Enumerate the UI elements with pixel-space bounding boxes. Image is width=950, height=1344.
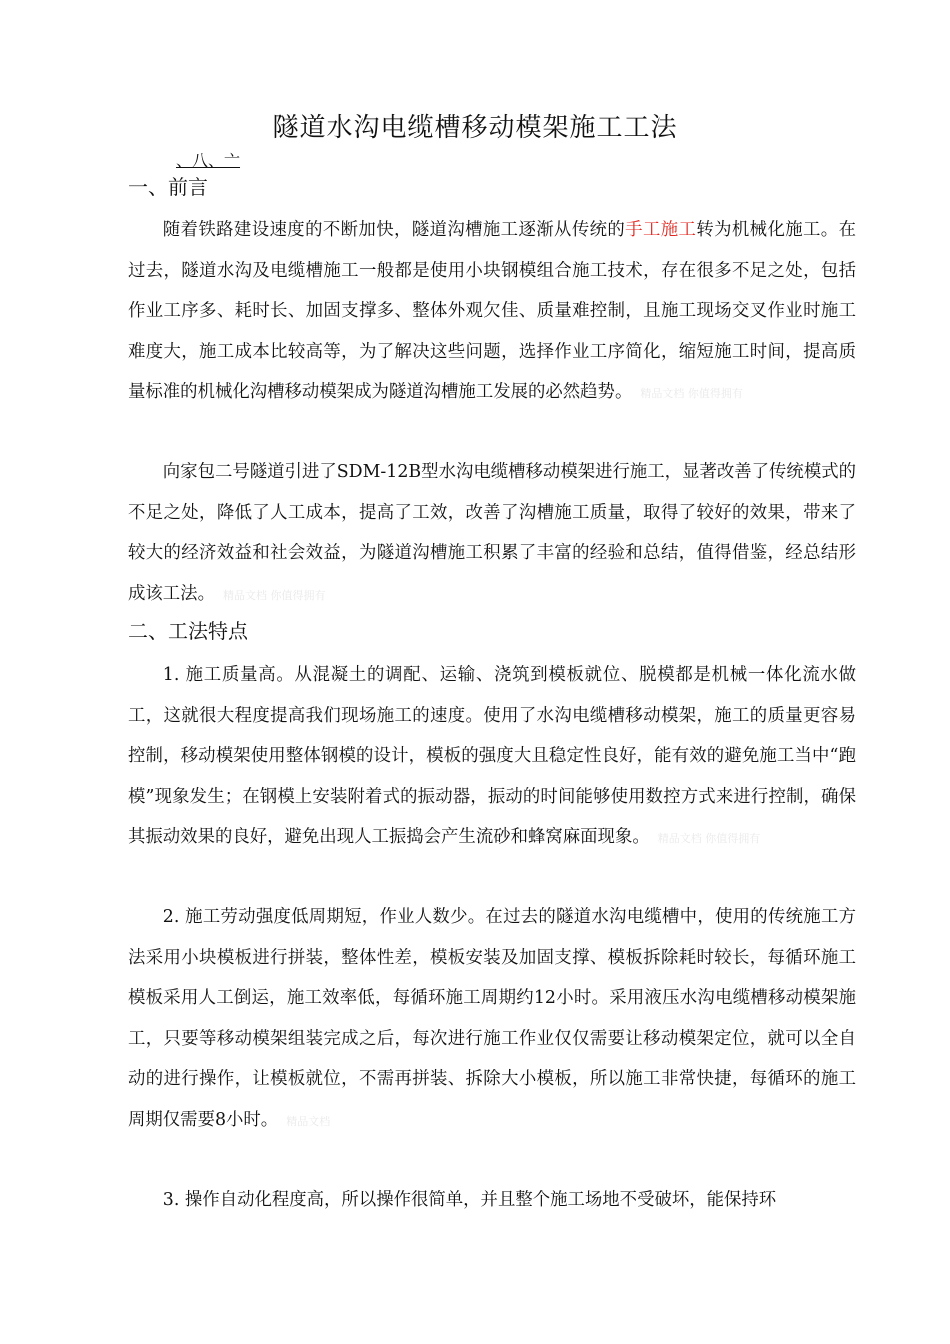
scan-artifact-text: 、八、亠: [176, 151, 241, 170]
paragraph-text: 向家包二号隧道引进了SDM-12B型水沟电缆槽移动模架进行施工，显著改善了传统模式的不足之处，降低了人工成本，提高了工效，改善了沟槽施工质量，取得了较好的效果，带来了较大的经济效益和社会效益，为隧道沟槽施工积累了丰富的经验和总结，值得借鉴，经总结形成该工法。: [128, 462, 856, 604]
highlighted-term: 手工施工: [625, 220, 697, 240]
watermark-text: 精品文档 你值得拥有: [640, 387, 743, 400]
paragraph-feature-3: [128, 1180, 856, 1221]
watermark-text: 精品文档: [286, 1114, 331, 1128]
watermark-text: 精品文档 你值得拥有: [222, 588, 326, 602]
paragraph-text: 转为机械化施工。在过去，隧道水沟及电缆槽施工一般都是使用小块钢模组合施工技术，存在很多不足之处，包括作业工序多、耗时长、加固支撑多、整体外观欠佳、质量难控制，且施工现场交叉作业时施工难度大，施工成本比较高等，为了解决这些问题，选择作业工序简化，缩短施工时间，提高质量标准的机械化沟槽移动模架成为隧道沟槽施工发展的必然趋势。: [128, 220, 856, 402]
section-heading-features: 二、工法特点: [128, 619, 248, 643]
paragraph-preface-1: [128, 210, 856, 415]
paragraph-text: 随着铁路建设速度的不断加快，隧道沟槽施工逐渐从传统的: [162, 220, 626, 240]
document-title: 隧道水沟电缆槽移动模架施工工法: [272, 113, 678, 143]
watermark-text: 精品文档 你值得拥有: [657, 832, 761, 845]
paragraph-text: 1. 施工质量高。从混凝土的调配、运输、浇筑到模板就位、脱模都是机械一体化流水做工，这就很大程度提高我们现场施工的速度。使用了水沟电缆槽移动模架，施工的质量更容易控制，移动模架使用整体钢模的设计，模板的强度大且稳定性良好，能有效的避免施工当中“跑模”现象发生；在钢模上安装附着式的振动器，振动的时间能够使用数控方式来进行控制，确保其振动效果的良好，避免出现人工振捣会产生流砂和蜂窝麻面现象。: [128, 665, 856, 847]
paragraph-preface-2: [128, 452, 856, 616]
paragraph-feature-1: [128, 655, 856, 860]
paragraph-text: 3. 操作自动化程度高，所以操作很简单，并且整个施工场地不受破坏，能保持环: [162, 1190, 777, 1210]
paragraph-text: 2. 施工劳动强度低周期短，作业人数少。在过去的隧道水沟电缆槽中，使用的传统施工方法采用小块模板进行拼装，整体性差，模板安装及加固支撑、模板拆除耗时较长，每循环施工模板采用人工倒运，施工效率低，每循环施工周期约12小时。采用液压水沟电缆槽移动模架施工，只要等移动模架组装完成之后，每次进行施工作业仅仅需要让移动模架定位，就可以全自动的进行操作，让模板就位，不需再拼装、拆除大小模板，所以施工非常快捷，每循环的施工周期仅需要8小时。: [128, 907, 856, 1130]
section-heading-preface: 一、前言: [128, 175, 208, 199]
paragraph-feature-2: [128, 897, 856, 1142]
